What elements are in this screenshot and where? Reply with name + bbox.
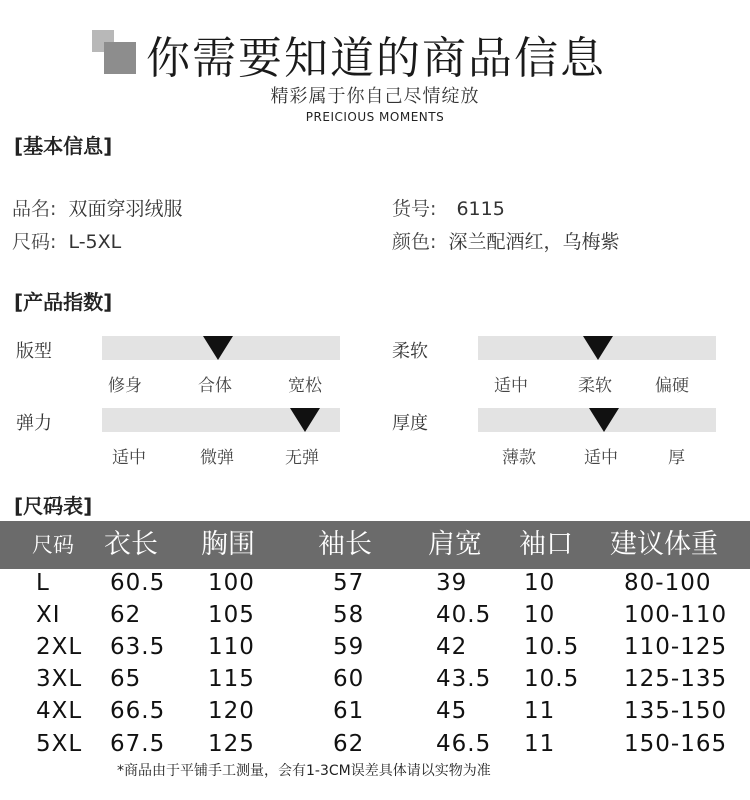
- product-name-value: 双面穿羽绒服: [68, 198, 183, 220]
- size-table-cell: 58: [333, 602, 365, 628]
- size-table-cell: 2XL: [36, 634, 83, 660]
- index-option: 适中: [584, 448, 618, 468]
- size-table-cell: 150-165: [624, 731, 728, 757]
- index-option: 修身: [108, 376, 142, 396]
- color-line: [392, 227, 619, 254]
- size-table-cell: 43.5: [436, 666, 492, 692]
- index-label: 版型: [16, 341, 52, 362]
- index-selected-marker: [290, 408, 320, 432]
- index-option: 适中: [494, 376, 528, 396]
- size-table-cell: 10: [524, 570, 556, 596]
- page-subtitle: 精彩属于你自己尽情绽放: [270, 86, 480, 107]
- size-table-cell: 80-100: [624, 570, 712, 596]
- size-table-cell: 100-110: [624, 602, 728, 628]
- size-table-cell: 39: [436, 570, 468, 596]
- size-table-cell: 61: [333, 698, 365, 724]
- index-option: 合体: [198, 376, 232, 396]
- size-table-cell: 11: [524, 731, 556, 757]
- index-label: 柔软: [392, 341, 428, 362]
- size-table-cell: 11: [524, 698, 556, 724]
- col-header-shoulder: 肩宽: [428, 529, 482, 560]
- size-table-cell: 67.5: [110, 731, 166, 757]
- header-logo-block: [92, 30, 136, 74]
- page-title: 你需要知道的商品信息: [146, 33, 606, 84]
- size-table-cell: 63.5: [110, 634, 166, 660]
- index-option: 柔软: [578, 376, 612, 396]
- index-option: 薄款: [502, 448, 536, 468]
- size-table-cell: 110-125: [624, 634, 728, 660]
- size-table-cell: 46.5: [436, 731, 492, 757]
- index-label: 厚度: [392, 413, 428, 434]
- size-table-cell: 60.5: [110, 570, 166, 596]
- size-table-cell: 110: [208, 634, 255, 660]
- size-table-cell: XI: [36, 602, 61, 628]
- size-range-label: 尺码:: [12, 231, 57, 253]
- col-header-size: 尺码: [32, 533, 74, 557]
- index-selected-marker: [589, 408, 619, 432]
- col-header-chest: 胸围: [201, 529, 255, 560]
- col-header-cuff: 袖口: [519, 529, 573, 560]
- size-table-header: [0, 521, 750, 569]
- index-option: 微弹: [200, 448, 234, 468]
- size-table-cell: 125: [208, 731, 255, 757]
- col-header-sleeve: 袖长: [318, 529, 372, 560]
- index-option: 厚: [668, 448, 685, 468]
- index-option: 无弹: [285, 448, 319, 468]
- size-table-cell: 135-150: [624, 698, 728, 724]
- color-value: 深兰配酒红，乌梅紫: [448, 231, 620, 253]
- color-label: 颜色:: [392, 231, 437, 253]
- size-range-line: [12, 227, 121, 254]
- measurement-footnote: *商品由于平铺手工测量，会有1-3CM误差具体请以实物为准: [117, 763, 491, 779]
- size-table-cell: 10.5: [524, 634, 580, 660]
- size-table-cell: 45: [436, 698, 468, 724]
- index-selected-marker: [203, 336, 233, 360]
- size-table-heading: [尺码表]: [14, 494, 93, 518]
- item-no-line: [392, 194, 505, 221]
- index-label: 弹力: [16, 413, 52, 434]
- size-table-cell: 125-135: [624, 666, 728, 692]
- index-selected-marker: [583, 336, 613, 360]
- size-table-cell: 60: [333, 666, 365, 692]
- size-table-cell: 120: [208, 698, 255, 724]
- size-table-cell: 105: [208, 602, 255, 628]
- size-table-cell: 42: [436, 634, 468, 660]
- size-table-cell: 4XL: [36, 698, 83, 724]
- basic-info-heading: [基本信息]: [14, 134, 113, 158]
- size-table-cell: 10.5: [524, 666, 580, 692]
- product-name-line: [12, 194, 182, 221]
- size-table-cell: 100: [208, 570, 255, 596]
- size-table-cell: 62: [333, 731, 365, 757]
- size-table-cell: 57: [333, 570, 365, 596]
- product-index-heading: [产品指数]: [14, 290, 113, 314]
- product-name-label: 品名:: [12, 198, 57, 220]
- index-option: 适中: [112, 448, 146, 468]
- col-header-weight: 建议体重: [610, 529, 718, 560]
- size-table-cell: 59: [333, 634, 365, 660]
- size-table-cell: 3XL: [36, 666, 83, 692]
- size-range-value: L-5XL: [68, 231, 122, 253]
- item-no-value: 6115: [456, 198, 505, 220]
- size-table-cell: 10: [524, 602, 556, 628]
- col-header-length: 衣长: [104, 529, 158, 560]
- size-table-cell: 66.5: [110, 698, 166, 724]
- size-table-cell: 40.5: [436, 602, 492, 628]
- index-option: 偏硬: [655, 376, 689, 396]
- size-table-cell: L: [36, 570, 50, 596]
- page-subtitle-en: PREICIOUS MOMENTS: [305, 110, 445, 124]
- item-no-label: 货号:: [392, 198, 437, 220]
- logo-square-dark: [104, 42, 136, 74]
- size-table-cell: 5XL: [36, 731, 83, 757]
- index-option: 宽松: [288, 376, 322, 396]
- size-table-cell: 65: [110, 666, 142, 692]
- size-table-cell: 62: [110, 602, 142, 628]
- size-table-cell: 115: [208, 666, 255, 692]
